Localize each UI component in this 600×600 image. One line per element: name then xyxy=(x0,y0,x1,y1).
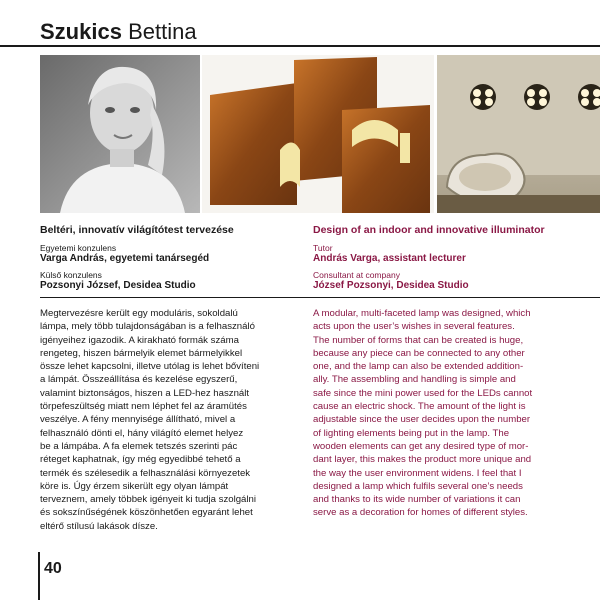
body-line: törpefeszültség miatt nem léphet fel az áramütés xyxy=(40,401,247,413)
body-line: dant layer, this makes the product more unique and xyxy=(313,454,532,466)
info-hungarian xyxy=(40,224,300,297)
body-line: termék és szélesedik a felhasználási környezetek xyxy=(40,467,251,479)
body-line: acts upon the user’s wishes in several features. xyxy=(313,321,515,333)
consultant-name-hu: Pozsonyi József, Desidea Studio xyxy=(40,280,196,291)
portrait-photo xyxy=(40,55,200,213)
tutor-name-hu: Varga András, egyetemi tanársegéd xyxy=(40,253,210,264)
body-line: A modular, multi-faceted lamp was designed, which xyxy=(313,308,531,319)
consultant-name-en: József Pozsonyi, Desidea Studio xyxy=(313,280,469,291)
header-rule xyxy=(0,45,600,47)
page-number-rule xyxy=(38,552,40,600)
body-line: köre is. Úgy érzem sikerült egy olyan lámpát xyxy=(40,480,229,492)
body-line: one, and the lamp can also be extended addition- xyxy=(313,361,524,373)
body-line: eltérő stílusú lakások dísze. xyxy=(40,520,158,532)
designer-first-name: Bettina xyxy=(128,19,197,44)
body-line: cause an electric shock. The amount of the light is xyxy=(313,401,526,413)
tutor-label-en: Tutor xyxy=(313,243,333,253)
body-line: be a lámpába. A fa elemek tetszés szerinti pác xyxy=(40,440,238,452)
body-line: The number of forms that can be created is huge, xyxy=(313,334,524,346)
section-rule xyxy=(40,297,600,298)
body-text-en xyxy=(313,307,595,520)
body-line: lámpa, mely több tulajdonságában is a felhasználó xyxy=(40,321,255,333)
photo-strip xyxy=(40,55,600,213)
body-line: réteget kaphatnak, így még egyedibbé tehető a xyxy=(40,454,241,466)
wooden-lamp-photo xyxy=(202,55,434,213)
project-title-en: Design of an indoor and innovative illuminator xyxy=(313,224,545,236)
body-line: terveznem, amely többek igényeit ki tudja szolgálni xyxy=(40,494,256,506)
body-line: és sokszínűségének köszönhetően egyaránt lehet xyxy=(40,507,253,519)
tutor-label-hu: Egyetemi konzulens xyxy=(40,243,117,253)
body-line: serve as a decoration for homes of different styles. xyxy=(313,507,528,519)
body-line: safe since the mini power used for the LEDs cannot xyxy=(313,387,533,399)
tutor-name-en: András Varga, assistant lecturer xyxy=(313,253,466,264)
body-line: because any piece can be connected to any other xyxy=(313,347,525,359)
body-line: and thanks to its wide number of variations it can xyxy=(313,494,521,506)
consultant-label-en: Consultant at company xyxy=(313,270,400,280)
body-line: Megtervezésre került egy moduláris, sokoldalú xyxy=(40,308,238,319)
designer-name xyxy=(40,18,197,46)
consultant-label-hu: Külső konzulens xyxy=(40,270,102,280)
body-line: a lámpát. Összeállítása és kezelése egyszerű, xyxy=(40,374,238,386)
body-line: the way the user environment widens. I feel that I xyxy=(313,467,522,479)
body-line: igényeihez igazodik. A kirakható formák száma xyxy=(40,334,239,346)
body-line: valamint biztonságos, hiszen a LED-hez használt xyxy=(40,387,250,399)
body-line: veszélye. A fény mennyisége állítható, mivel a xyxy=(40,414,236,426)
body-line: adjustable since the user decides upon the number xyxy=(313,414,531,426)
body-line: designed a lamp which fulfils several one’s needs xyxy=(313,480,523,492)
project-title-hu: Beltéri, innovatív világítótest tervezése xyxy=(40,224,234,236)
page-number: 40 xyxy=(44,560,62,577)
body-line: össze lehet kapcsolni, illetve utólag is lehet bővíteni xyxy=(40,361,260,373)
body-line: ally. The assembling and handling is simple and xyxy=(313,374,516,386)
body-text-hu xyxy=(40,307,302,533)
info-english xyxy=(313,224,593,297)
designer-last-name: Szukics xyxy=(40,19,122,44)
body-line: rengeteg, hiszen bármelyik elemet bármelyikkel xyxy=(40,347,243,359)
body-line: wooden elements can get any desired type of mor- xyxy=(313,440,529,452)
interior-lamp-photo xyxy=(437,55,600,213)
body-line: felhasználó dönti el, hány világító elemet helyez xyxy=(40,427,244,439)
body-line: of lighting elements being put in the lamp. The xyxy=(313,427,510,439)
